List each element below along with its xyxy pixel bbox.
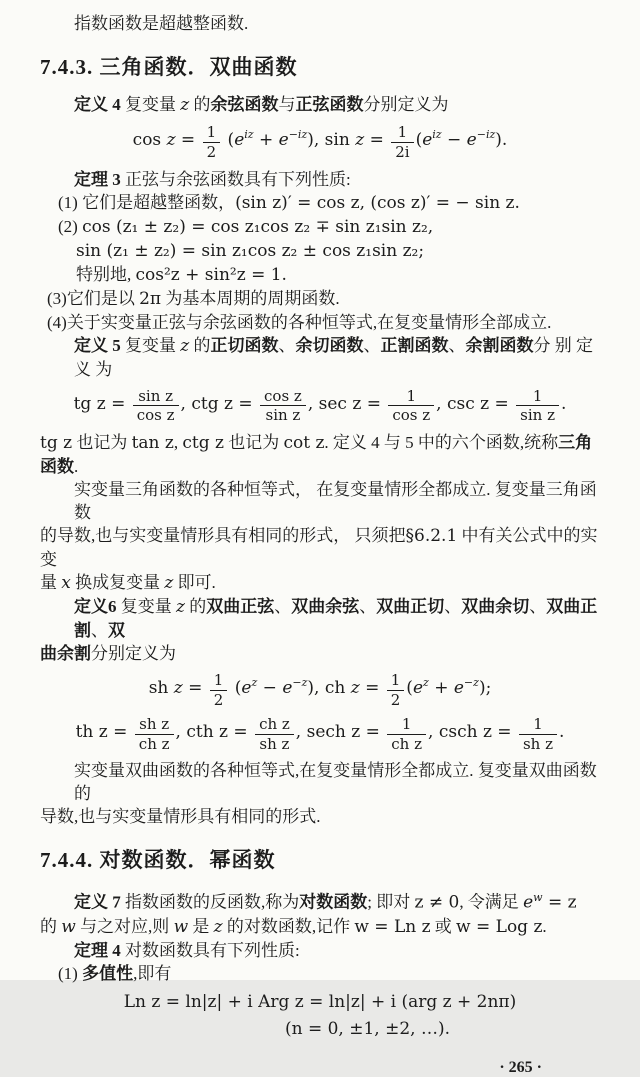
math-run: . <box>561 393 567 414</box>
text-run: 正弦与余弦函数具有下列性质: <box>120 169 351 189</box>
math-variable: x <box>61 573 71 594</box>
text-run: (4)关于实变量正弦与余弦函数的各种恒等式,在复变量情形全部成立. <box>47 312 552 332</box>
math-run: tg z <box>40 433 73 454</box>
bold-text-run: 对数函数 <box>299 893 368 913</box>
definition-7-line-2 <box>40 915 600 939</box>
math-run: ( <box>406 677 413 698</box>
math-run: §6.2.1 <box>405 526 458 547</box>
theorem-3-line <box>40 168 600 191</box>
text-run: 中有关公式中的实变 <box>40 526 598 570</box>
superscript: −z <box>292 676 308 690</box>
paragraph-exp-tail <box>40 12 600 35</box>
math-run: − <box>257 677 283 698</box>
math-variable: e <box>523 893 534 914</box>
math-variable: z <box>213 917 223 938</box>
page-number <box>40 1059 600 1077</box>
text-run: 的 <box>189 95 211 114</box>
math-run: ). <box>495 129 508 150</box>
superscript: −z <box>463 676 479 690</box>
text-run: . <box>542 917 547 937</box>
math-run: sin (z₁ ± z₂) = sin z₁cos z₂ ± cos z₁sin z₂; <box>76 240 425 261</box>
bold-text-run: 定理 3 <box>74 169 121 189</box>
bold-text-run: 三角 <box>558 433 593 453</box>
math-run: , csch z = <box>428 721 517 742</box>
text-run: 的 <box>189 335 211 355</box>
text-run: 为基本周期的周期函数. <box>161 288 340 308</box>
text-run: 实变量双曲函数的各种恒等式,在复变量情形全都成立. 复变量双曲函数的 <box>74 761 597 804</box>
text-run: 分 别 定 义 为 <box>74 335 593 379</box>
superscript: z <box>423 676 429 690</box>
definition-6-line-2 <box>40 642 600 665</box>
text-run: 、 <box>363 335 381 355</box>
fraction: $\frac{1}{\text{cos z}}$ <box>388 388 434 425</box>
math-run: ctg z <box>182 433 224 454</box>
formula-tg-ctg-sec-csc <box>40 388 600 425</box>
paragraph-tan-cot-2 <box>40 455 600 478</box>
math-run: + <box>253 129 279 150</box>
math-run: = <box>359 677 385 698</box>
text-run: 、 <box>91 621 108 641</box>
theorem-4-item-1 <box>40 962 600 985</box>
bold-text-run: 曲余割 <box>40 644 91 664</box>
text-run: 指数函数的反函数,称为 <box>120 893 300 913</box>
bold-text-run: 双曲正切 <box>376 597 445 617</box>
text-run: 复变量 <box>116 597 176 617</box>
math-run: z ≠ 0 <box>414 893 460 914</box>
text-run: (1) <box>58 964 83 984</box>
math-run: (n = 0, ±1, ±2, …). <box>284 1019 450 1040</box>
math-variable: z <box>350 677 360 698</box>
math-run: tg z = <box>73 393 131 414</box>
fraction: $\frac{\text{sh z}}{\text{ch z}}$ <box>135 716 174 753</box>
math-run: ), ch <box>307 677 351 698</box>
text-run: 、 <box>278 335 296 355</box>
text-run: 与之对应,则 <box>75 917 174 937</box>
text-run: 的导数,也与实变量情形具有相同的形式， 只须把 <box>40 526 406 546</box>
math-run: + <box>428 677 454 698</box>
text-run: 或 <box>430 917 457 937</box>
fraction: $\frac{1}{\text{sh z}}$ <box>519 716 557 753</box>
definition-4-line <box>40 93 600 117</box>
math-run: − <box>441 129 467 150</box>
text-run: 导数,也与实变量情形具有相同的形式. <box>40 807 321 827</box>
text-run: 换成复变量 <box>70 573 165 593</box>
math-run: , sec z = <box>307 393 387 414</box>
theorem-3-item-2 <box>40 215 600 239</box>
superscript: iz <box>432 128 442 142</box>
text-run: 的 <box>40 917 62 937</box>
math-variable: z <box>355 129 365 150</box>
fraction: $\frac{\text{sin z}}{\text{cos z}}$ <box>133 388 179 425</box>
page-content <box>40 12 600 1077</box>
text-run: 是 <box>188 917 214 937</box>
text-run: . 定义 4 与 5 中的六个函数,统称 <box>324 433 559 453</box>
text-run: 7.4.4. 对数函数．幂函数 <box>40 848 276 873</box>
text-run: 也记为 <box>223 433 284 453</box>
text-run: ,即有 <box>133 964 172 984</box>
text-run: 实变量三角函数的各种恒等式， 在复变量情形全都成立. 复变量三角函数 <box>74 480 597 523</box>
math-run: (sin z)′ = cos z, (cos z)′ = − sin z. <box>235 192 520 213</box>
bold-text-run: · 265 · <box>499 1059 542 1077</box>
math-variable: w <box>61 917 76 938</box>
math-variable: e <box>282 677 293 698</box>
formula-th-cth-sech-csch <box>40 716 600 753</box>
text-run: 与 <box>278 95 296 114</box>
text-run: (3)它们是以 <box>47 288 140 308</box>
bold-text-run: 定义6 <box>74 597 117 617</box>
text-run: , <box>173 433 183 453</box>
text-run: 复变量 <box>120 335 181 355</box>
theorem-3-item-1 <box>40 191 600 215</box>
math-run: ( <box>415 129 423 150</box>
text-run: 对数函数具有下列性质: <box>120 941 300 961</box>
formula-sh-ch <box>40 672 600 709</box>
math-run: , ctg z = <box>180 393 259 414</box>
bold-text-run: 双曲正弦 <box>206 597 275 617</box>
text-run: , 令满足 <box>459 893 524 913</box>
superscript: w <box>533 891 543 905</box>
math-variable: z <box>176 597 185 618</box>
math-run: = <box>182 677 208 698</box>
math-variable: e <box>412 677 423 698</box>
bold-text-run: 双曲正割 <box>74 597 598 641</box>
text-run: 分别定义为 <box>91 644 176 664</box>
math-run: ), sin <box>307 129 356 150</box>
definition-6-line <box>40 595 600 642</box>
fraction: $\frac{\text{cos z}}{\text{sin z}}$ <box>260 388 306 425</box>
fraction: $\frac{\text{ch z}}{\text{sh z}}$ <box>255 716 294 753</box>
text-run: 、 <box>448 335 466 355</box>
math-variable: z <box>164 573 174 594</box>
superscript: z <box>251 676 258 690</box>
math-run: , csc z = <box>436 393 515 414</box>
definition-5-line <box>40 334 600 381</box>
text-run: 、 <box>359 597 377 617</box>
paragraph-trig-identities-2 <box>40 524 600 571</box>
fraction: $\frac{1}{2}$ <box>203 124 221 161</box>
math-run: w = Ln z <box>354 917 431 938</box>
text-run: 量 <box>40 573 62 593</box>
text-run: 即可. <box>173 573 216 593</box>
fraction: $\frac{1}{\text{sin z}}$ <box>516 388 559 425</box>
paragraph-hyp-identities-2 <box>40 805 600 828</box>
fraction: $\frac{1}{\text{ch z}}$ <box>387 716 426 753</box>
formula-cos-sin <box>40 124 600 161</box>
superscript: iz <box>244 128 254 142</box>
math-run: th z = <box>75 721 133 742</box>
bold-text-run: 定义 7 <box>74 893 121 913</box>
text-run: 特别地, <box>76 264 136 284</box>
section-heading-743 <box>40 51 600 81</box>
bold-text-run: 定理 4 <box>74 941 121 961</box>
bold-text-run: 正切函数 <box>210 335 279 355</box>
section-heading-744 <box>40 844 600 874</box>
theorem-3-item-3 <box>40 287 600 311</box>
text-run: 复变量 <box>120 95 181 114</box>
superscript: −iz <box>288 128 308 142</box>
math-variable: e <box>234 129 245 150</box>
superscript: −iz <box>476 128 496 142</box>
bold-text-run: 定义 4 <box>74 95 121 114</box>
math-run: cot z <box>283 433 325 454</box>
bold-text-run: 多值性 <box>82 964 134 984</box>
math-variable: z <box>180 335 190 356</box>
math-variable: e <box>466 129 477 150</box>
theorem-3-item-4 <box>40 311 600 334</box>
text-run: 、 <box>529 597 547 617</box>
theorem-4-line <box>40 939 600 962</box>
bold-text-run: 余切函数 <box>295 335 364 355</box>
text-run: 指数函数是超越整函数. <box>74 14 249 33</box>
text-run: . <box>74 457 79 477</box>
math-variable: w <box>173 917 189 938</box>
math-run: Ln z = ln|z| + i Arg z = ln|z| + i (arg z + 2nπ) <box>123 992 517 1013</box>
bold-text-run: 函数 <box>40 457 74 477</box>
math-run: cos²z + sin²z = 1. <box>135 264 287 285</box>
math-run: = z <box>542 893 577 914</box>
formula-ln-domain <box>40 1019 600 1039</box>
definition-7-line <box>40 886 600 915</box>
bold-text-run: 余割函数 <box>465 335 534 355</box>
text-run: ; 即对 <box>367 893 415 913</box>
text-run: 、 <box>444 597 462 617</box>
text-run: 分别定义为 <box>363 95 449 114</box>
math-run: ( <box>222 129 235 150</box>
math-run: ( <box>229 677 242 698</box>
paragraph-trig-identities-3 <box>40 571 600 595</box>
paragraph-hyp-identities <box>40 759 600 805</box>
bold-text-run: 双曲余弦 <box>291 597 360 617</box>
text-run: 的 <box>184 597 207 617</box>
bold-text-run: 余弦函数 <box>210 95 279 114</box>
theorem-3-item-2c <box>40 263 600 287</box>
text-run: 7.4.3. 三角函数．双曲函数 <box>40 55 298 79</box>
text-run: 、 <box>274 597 292 617</box>
math-variable: e <box>453 677 464 698</box>
math-run: , cth z = <box>175 721 254 742</box>
math-variable: z <box>180 95 190 115</box>
fraction: $\frac{1}{2i}$ <box>391 124 413 161</box>
bold-text-run: 定义 5 <box>74 335 121 355</box>
math-variable: z <box>173 677 183 698</box>
paragraph-trig-identities <box>40 478 600 524</box>
math-variable: e <box>422 129 433 150</box>
bold-text-run: 双曲余切 <box>461 597 530 617</box>
fraction: $\frac{1}{2}$ <box>210 672 228 709</box>
bold-text-run: 双 <box>108 621 125 641</box>
text-run: (2) <box>58 216 83 236</box>
fraction: $\frac{1}{2}$ <box>387 672 405 709</box>
math-run: . <box>558 721 565 742</box>
math-run: sh <box>148 677 174 698</box>
math-variable: z <box>166 129 176 150</box>
math-run: 2π <box>139 288 162 309</box>
math-run: , sech z = <box>295 721 386 742</box>
math-run: w = Log z <box>456 917 543 938</box>
text-run: (1) 它们是超越整函数， <box>58 192 236 212</box>
paragraph-tan-cot <box>40 431 600 455</box>
math-run: = <box>175 129 201 150</box>
math-run: ); <box>478 677 492 698</box>
text-run: 也记为 <box>72 433 132 453</box>
math-run: = <box>364 129 390 150</box>
math-variable: e <box>241 677 252 698</box>
formula-ln <box>40 992 600 1012</box>
theorem-3-item-2b <box>40 239 600 263</box>
text-run: 的对数函数,记作 <box>222 917 355 937</box>
math-run: cos (z₁ ± z₂) = cos z₁cos z₂ ∓ sin z₁sin z₂, <box>82 216 434 237</box>
bold-text-run: 正割函数 <box>380 335 449 355</box>
math-variable: e <box>278 129 289 150</box>
math-run: tan z <box>131 433 174 454</box>
bold-text-run: 正弦函数 <box>295 95 364 114</box>
math-run: cos <box>132 129 167 150</box>
